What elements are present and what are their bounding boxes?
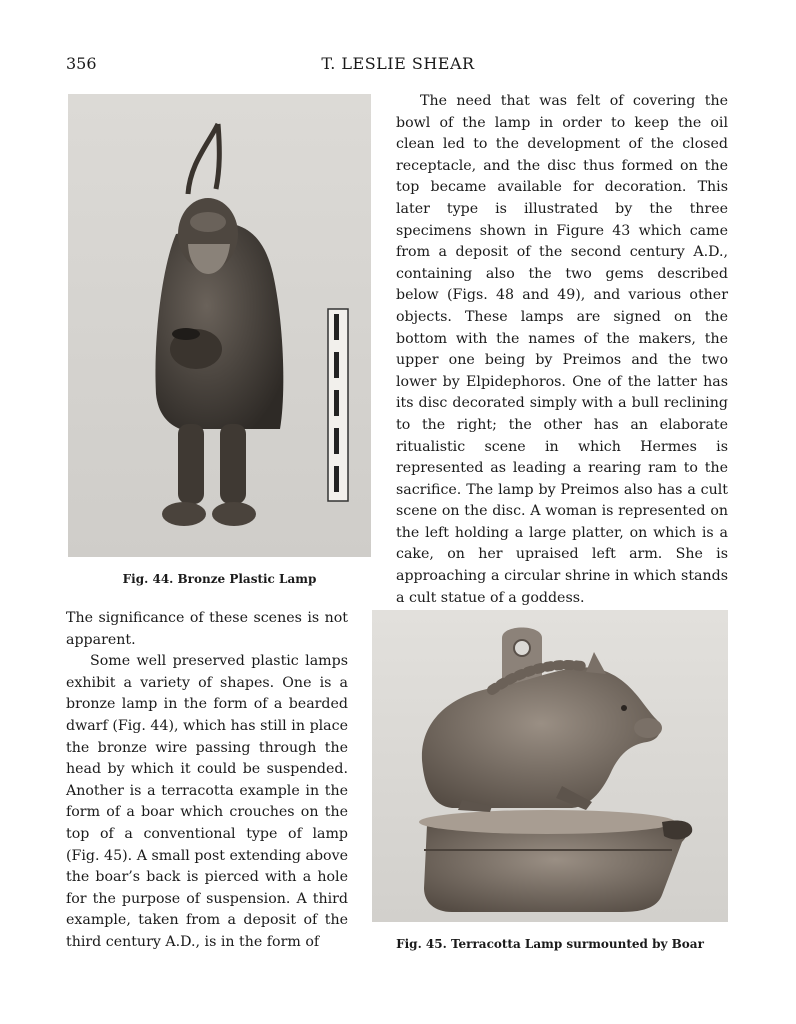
figure-44-caption: Fig. 44. Bronze Plastic Lamp: [122, 572, 317, 586]
figure-44-photo: [68, 94, 371, 557]
paragraph: The significance of these scenes is not apparent.: [66, 610, 348, 648]
figure-45-caption: Fig. 45. Terracotta Lamp surmounted by Boar: [396, 937, 704, 951]
paragraph: Some well preserved plastic lamps exhibit a variety of shapes. One is a bronze lamp in the form of a bearded dwarf (Fig. 44), which has still in place the bronze wire passing through the head by which it could be suspended. Another is a terracotta example in the form of a boar which crouches on the top of a conventional type of lamp (Fig. 45). A small post extending above the boar’s back is pierced with a hole for the purpose of suspension. A third example, taken from a deposit of the third century A.D., is in the form of: [66, 653, 348, 950]
figure-45-photo: [372, 610, 728, 922]
right-column-text: [396, 91, 728, 609]
running-title: T. LESLIE SHEAR: [321, 54, 475, 73]
paragraph: The need that was felt of covering the bowl of the lamp in order to keep the oil clean led to the development of the closed receptacle, and the disc thus formed on the top became available for decoration. This later type is illustrated by the three specimens shown in Figure 43 which came from a deposit of the second century A.D., containing also the two gems described below (Figs. 48 and 49), and various other objects. These lamps are signed on the bottom with the names of the makers, the upper one being by Preimos and the two lower by Elpidephoros. One of the latter has its disc decorated simply with a bull reclining to the right; the other has an elaborate ritualistic scene in which Hermes is represented as leading a rearing ram to the sacrifice. The lamp by Preimos also has a cult scene on the disc. A woman is represented on the left holding a large platter, on which is a cake, on her upraised left arm. She is approaching a circular shrine in which stands a cult statue of a goddess.: [396, 93, 728, 606]
left-column-text: [66, 608, 348, 954]
page-number: 356: [66, 54, 97, 73]
